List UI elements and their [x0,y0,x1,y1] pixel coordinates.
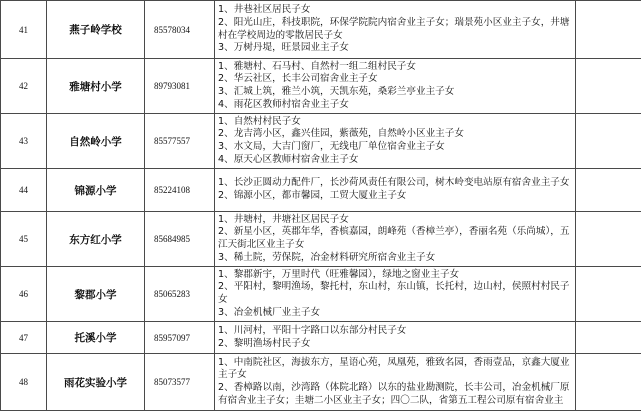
table-row [1,169,641,212]
remarks-cell [576,59,641,114]
phone-number: 85065283 [145,267,215,322]
school-name: 自然岭小学 [47,114,145,169]
area-item: 1、雅塘村、石马村、自然村一组二组村民子女 [218,61,572,74]
school-name: 雨花实验小学 [47,354,145,411]
area-item: 2、锦源小区，都市馨园，工贸大厦业主子女 [218,190,572,203]
enrollment-area [215,114,576,169]
school-name: 黎郡小学 [47,267,145,322]
table-row [1,267,641,322]
area-item: 2、华云社区，长丰公司宿舍业主子女 [218,73,572,86]
phone-number: 85578034 [145,1,215,59]
area-item: 2、新星小区，英郡年华，香槟嘉园，朗峰苑（香樟兰亭），香丽名苑（乐尚城），五江天街北区业主子女 [218,226,572,251]
area-item: 1、自然村村民子女 [218,116,572,129]
enrollment-area [215,322,576,354]
area-item: 1、井塘村，井塘社区居民子女 [218,214,572,227]
enrollment-area [215,267,576,322]
remarks-cell [576,322,641,354]
remarks-cell [576,354,641,411]
remarks-cell [576,212,641,267]
area-item: 1、中南院社区，海拔东方，星语心苑，凤凰苑，雅致名园，香雨壹品，京鑫大厦业主子女 [218,357,572,382]
enrollment-area [215,59,576,114]
school-name: 托溪小学 [47,322,145,354]
phone-number: 85224108 [145,169,215,212]
area-item: 3、汇城上筑，雅兰小筑，天凯东苑，桑彩兰亭业主子女 [218,86,572,99]
enrollment-area [215,169,576,212]
row-number: 45 [1,212,47,267]
row-number: 46 [1,267,47,322]
area-item: 3、稀土院，劳保院，冶金材料研究所宿舍业主子女 [218,252,572,265]
table-row [1,354,641,411]
school-name: 锦源小学 [47,169,145,212]
phone-number: 85684985 [145,212,215,267]
table-row [1,59,641,114]
table-row [1,1,641,59]
area-item: 2、阳光山庄，科技职院，环保学院院内宿舍业主子女；瑞景苑小区业主子女，井塘村在学校周边的零散居民子女 [218,17,572,42]
area-item: 1、黎郡新宇，万里时代（旺雅馨园），绿地之窗业主子女 [218,269,572,282]
row-number: 43 [1,114,47,169]
remarks-cell [576,267,641,322]
school-name: 雅塘村小学 [47,59,145,114]
row-number: 42 [1,59,47,114]
phone-number: 85073577 [145,354,215,411]
table-row [1,322,641,354]
area-item: 4、原天心区教师村宿舍业主子女 [218,154,572,167]
enrollment-area [215,354,576,411]
phone-number: 85957097 [145,322,215,354]
row-number: 41 [1,1,47,59]
area-item: 1、川河村，平阳十字路口以东部分村民子女 [218,325,572,338]
phone-number: 85577557 [145,114,215,169]
area-item: 2、香樟路以南，沙湾路（体院北路）以东的盐业勘测院，长丰公司，冶金机械厂原有宿舍业主子女；圭塘二小区业主子女；四〇二队，省第五工程公司原有宿舍业主 [218,382,572,407]
area-item: 3、万树丹堤，旺景园业主子女 [218,42,572,55]
remarks-cell [576,114,641,169]
area-item: 2、龙吉湾小区，鑫兴佳园，紫薇苑，自然岭小区业主子女 [218,128,572,141]
area-item: 1、井巷社区居民子女 [218,4,572,17]
school-name: 东方红小学 [47,212,145,267]
area-item: 4、雨花区教师村宿舍业主子女 [218,99,572,112]
enrollment-area [215,1,576,59]
table-row [1,114,641,169]
area-item: 1、长沙正圆动力配件厂，长沙荷风责任有限公司，树木岭变电站原有宿舍业主子女 [218,177,572,190]
remarks-cell [576,169,641,212]
area-item: 2、黎明渔场村民子女 [218,338,572,351]
remarks-cell [576,1,641,59]
row-number: 47 [1,322,47,354]
area-item: 3、冶金机械厂业主子女 [218,307,572,320]
phone-number: 89793081 [145,59,215,114]
area-item: 3、水文局，大吉门窗厂，无线电厂单位宿舍业主子女 [218,141,572,154]
enrollment-area [215,212,576,267]
table-row [1,212,641,267]
school-name: 燕子岭学校 [47,1,145,59]
row-number: 48 [1,354,47,411]
row-number: 44 [1,169,47,212]
area-item: 2、平阳村，黎明渔场，黎托村，东山村，东山镇，长托村，边山村，侯照村村民子女 [218,281,572,306]
